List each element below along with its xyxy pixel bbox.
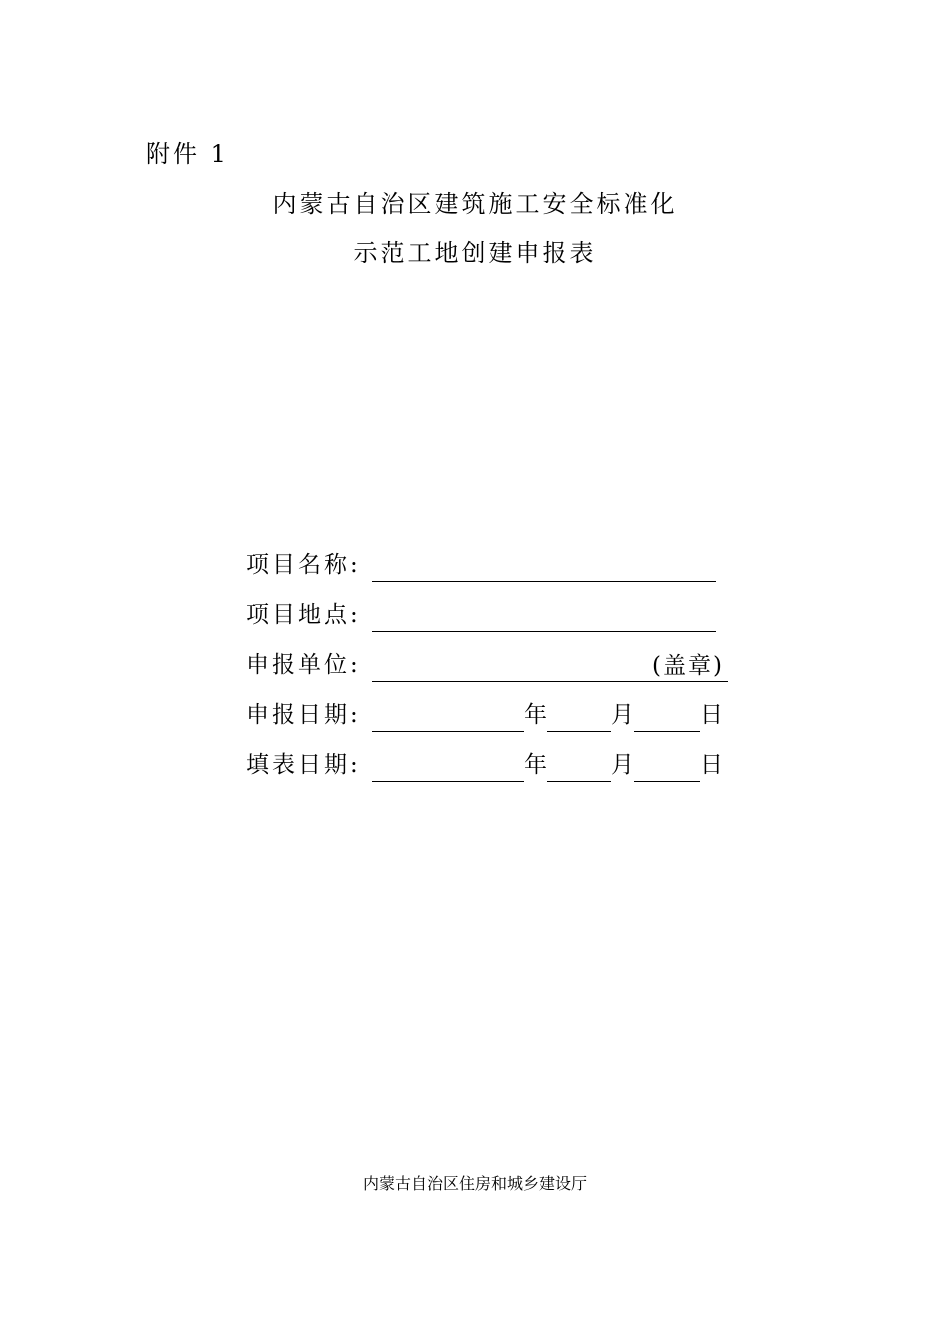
application-day-field[interactable] [634, 701, 700, 732]
issuer-footer: 内蒙古自治区住房和城乡建设厅 [362, 1174, 587, 1193]
document-title-line-1: 内蒙古自治区建筑施工安全标准化 [272, 190, 678, 218]
stamp-note: (盖章) [652, 653, 724, 679]
fill-month-unit: 月 [611, 752, 634, 778]
project-location-label: 项目地点: [246, 602, 361, 628]
fill-date-label: 填表日期: [246, 752, 361, 778]
attachment-label: 附件 1 [146, 140, 229, 168]
applicant-unit-row [246, 632, 746, 682]
application-date-label: 申报日期: [246, 702, 361, 728]
fill-date-row [246, 732, 746, 782]
project-location-field[interactable] [372, 601, 716, 632]
project-name-label: 项目名称: [246, 552, 361, 578]
fill-year-unit: 年 [524, 752, 547, 778]
fill-day-field[interactable] [634, 751, 700, 782]
document-title-line-2: 示范工地创建申报表 [353, 239, 597, 267]
project-location-row [246, 582, 746, 632]
project-name-row [246, 532, 746, 582]
fill-month-field[interactable] [547, 751, 611, 782]
applicant-unit-label: 申报单位: [246, 652, 361, 678]
application-month-unit: 月 [611, 702, 634, 728]
application-year-field[interactable] [372, 701, 524, 732]
application-month-field[interactable] [547, 701, 611, 732]
fill-year-field[interactable] [372, 751, 524, 782]
application-day-unit: 日 [700, 702, 723, 728]
application-year-unit: 年 [524, 702, 547, 728]
fill-day-unit: 日 [700, 752, 723, 778]
application-form [246, 532, 746, 782]
application-date-row [246, 682, 746, 732]
project-name-field[interactable] [372, 551, 716, 582]
applicant-unit-field[interactable] [372, 651, 728, 682]
